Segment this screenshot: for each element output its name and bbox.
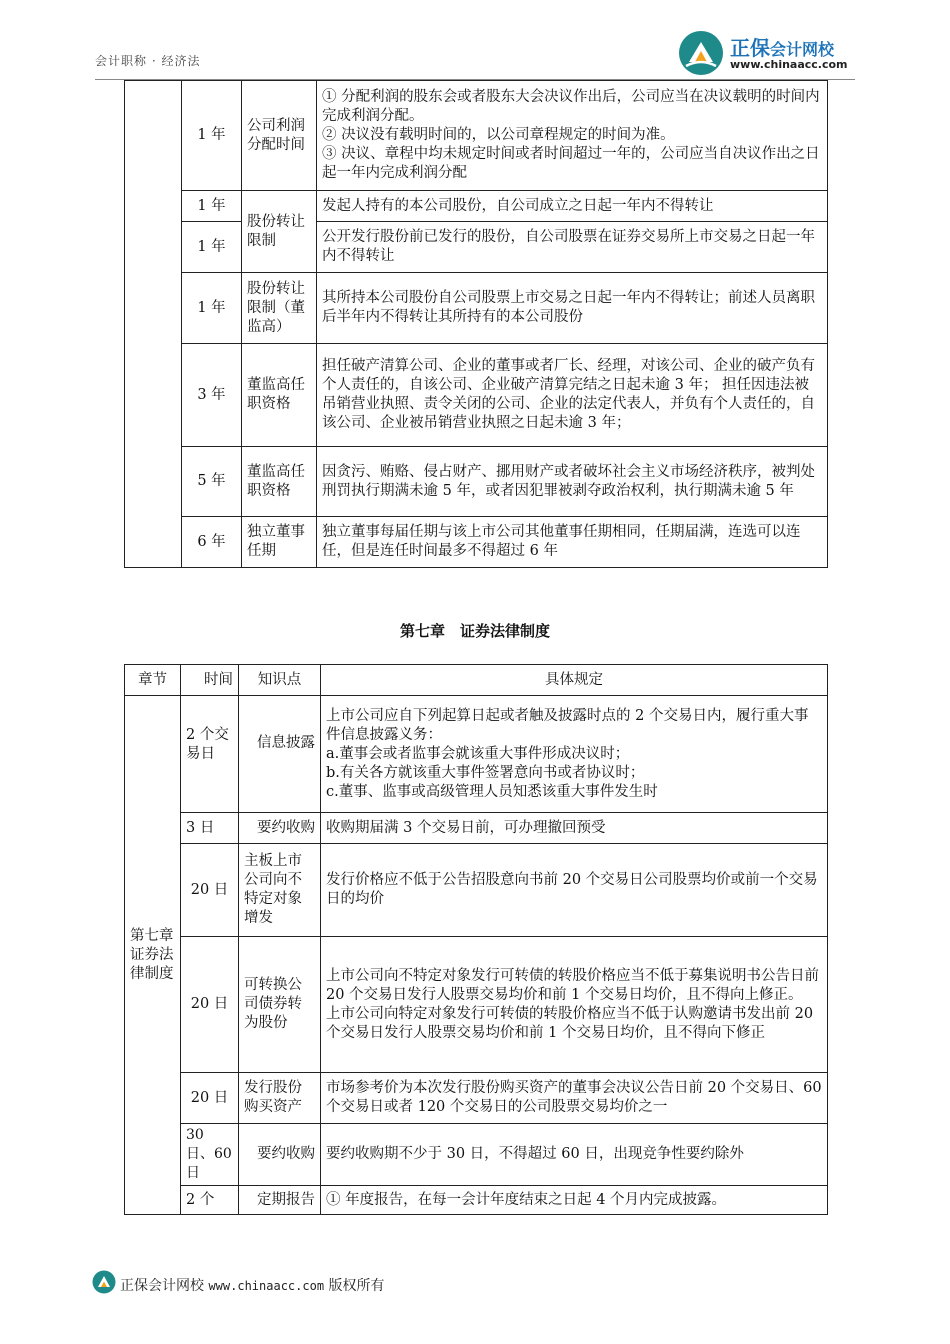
rule-cell: 发起人持有的本公司股份，自公司成立之日起一年内不得转让	[317, 191, 828, 222]
rule-cell: 市场参考价为本次发行股份购买资产的董事会决议公告日前 20 个交易日、60 个交易日或者 120 个交易日的公司股票交易均价之一	[321, 1073, 828, 1124]
point-cell: 公司利润分配时间	[242, 81, 317, 191]
time-cell: 20 日	[181, 844, 239, 937]
rule-cell: 发行价格应不低于公告招股意向书前 20 个交易日公司股票均价或前一个交易日的均价	[321, 844, 828, 937]
time-cell: 5 年	[182, 447, 242, 517]
table-row	[125, 81, 828, 191]
header-point: 知识点	[239, 665, 321, 696]
time-cell: 3 日	[181, 813, 239, 844]
time-cell: 2 个	[181, 1186, 239, 1215]
rule-cell: 担任破产清算公司、企业的董事或者厂长、经理，对该公司、企业的破产负有个人责任的，自该公司、企业破产清算完结之日起未逾 3 年； 担任因违法被吊销营业执照、责令关闭的公司、企业的法定代表人，并负有个人责任的，自该公司、企业被吊销营业执照之日起未逾 3 年；	[317, 344, 828, 447]
rule-cell: 要约收购期不少于 30 日，不得超过 60 日，出现竞争性要约除外	[321, 1124, 828, 1186]
rule-cell: ① 年度报告，在每一会计年度结束之日起 4 个月内完成披露。	[321, 1186, 828, 1215]
rule-cell: 上市公司向不特定对象发行可转债的转股价格应当不低于募集说明书公告日前 20 个交易日发行人股票交易均价和前 1 个交易日均价，且不得向上修正。 上市公司向特定对象发行可转债的转股价格应当不低于认购邀请书发出前 20 个交易日发行人股票交易均价和前 1 个交易日均价，且不得向下修正	[321, 937, 828, 1073]
time-cell: 1 年	[182, 191, 242, 222]
time-cell: 1 年	[182, 222, 242, 273]
table-row	[125, 1124, 828, 1186]
rule-cell: 收购期届满 3 个交易日前，可办理撤回预受	[321, 813, 828, 844]
site-logo[interactable]	[678, 30, 878, 78]
table-header-row	[125, 665, 828, 696]
rule-cell: 因贪污、贿赂、侵占财产、挪用财产或者破坏社会主义市场经济秩序，被判处刑罚执行期满未逾 5 年，或者因犯罪被剥夺政治权利，执行期满未逾 5 年	[317, 447, 828, 517]
time-cell: 3 年	[182, 344, 242, 447]
table-row	[125, 273, 828, 344]
logo-name: 正保	[730, 36, 770, 60]
header-section: 章节	[125, 665, 181, 696]
time-cell: 20 日	[181, 937, 239, 1073]
table-row	[125, 696, 828, 813]
point-cell: 可转换公司债券转为股份	[239, 937, 321, 1073]
table-row	[125, 813, 828, 844]
point-cell: 股份转让限制（董监高）	[242, 273, 317, 344]
footer-url[interactable]: www.chinaacc.com	[208, 1279, 325, 1293]
time-cell: 30 日、60 日	[181, 1124, 239, 1186]
point-cell: 要约收购	[239, 1124, 321, 1186]
time-cell: 6 年	[182, 517, 242, 568]
point-cell: 定期报告	[239, 1186, 321, 1215]
table-company-law-periods	[124, 80, 828, 568]
header-rule: 具体规定	[321, 665, 828, 696]
logo-title	[730, 32, 834, 61]
footer-text	[120, 1275, 385, 1295]
rule-cell: 独立董事每届任期与该上市公司其他董事任期相同，任期届满，连选可以连任，但是连任时间最多不得超过 6 年	[317, 517, 828, 568]
footer-logo-icon	[92, 1270, 116, 1294]
point-cell: 发行股份购买资产	[239, 1073, 321, 1124]
rule-cell: 上市公司应自下列起算日起或者触及披露时点的 2 个交易日内，履行重大事件信息披露义务： a.董事会或者监事会就该重大事件形成决议时； b.有关各方就该重大事件签署意向书或者协议时； c.董事、监事或高级管理人员知悉该重大事件发生时	[321, 696, 828, 813]
table-row	[125, 222, 828, 273]
point-cell: 股份转让限制	[242, 191, 317, 273]
point-cell: 信息披露	[239, 696, 321, 813]
logo-url: www.chinaacc.com	[730, 58, 848, 71]
logo-icon	[678, 30, 724, 76]
point-cell: 主板上市公司向不特定对象增发	[239, 844, 321, 937]
point-cell: 董监高任职资格	[242, 344, 317, 447]
table-row	[125, 1186, 828, 1215]
time-cell: 1 年	[182, 273, 242, 344]
footer-brand: 正保会计网校	[120, 1278, 204, 1294]
rule-cell: ① 分配利润的股东会或者股东大会决议作出后，公司应当在决议载明的时间内完成利润分配。 ② 决议没有载明时间的，以公司章程规定的时间为准。 ③ 决议、章程中均未规定时间或者时间超过一年的，公司应当自决议作出之日起一年内完成利润分配	[317, 81, 828, 191]
table-row	[125, 937, 828, 1073]
rule-cell: 其所持本公司股份自公司股票上市交易之日起一年内不得转让；前述人员离职后半年内不得转让其所持有的本公司股份	[317, 273, 828, 344]
table-securities-law-periods	[124, 664, 828, 1215]
logo-subtitle: 会计网校	[770, 40, 835, 59]
time-cell: 1 年	[182, 81, 242, 191]
table-row	[125, 1073, 828, 1124]
table-row	[125, 191, 828, 222]
header-left-text: 会计职称 · 经济法	[95, 54, 201, 68]
table-row	[125, 844, 828, 937]
rule-cell: 公开发行股份前已发行的股份，自公司股票在证券交易所上市交易之日起一年内不得转让	[317, 222, 828, 273]
point-cell: 要约收购	[239, 813, 321, 844]
table-row	[125, 344, 828, 447]
table-row	[125, 447, 828, 517]
point-cell: 董监高任职资格	[242, 447, 317, 517]
time-cell: 2 个交易日	[181, 696, 239, 813]
time-cell: 20 日	[181, 1073, 239, 1124]
chapter-title: 第七章 证券法律制度	[399, 622, 550, 640]
footer-rights: 版权所有	[328, 1278, 385, 1294]
section-cell: 第七章 证券法律制度	[125, 696, 181, 1215]
section-cell	[125, 81, 182, 568]
table-row	[125, 517, 828, 568]
header-time: 时间	[181, 665, 239, 696]
point-cell: 独立董事任期	[242, 517, 317, 568]
